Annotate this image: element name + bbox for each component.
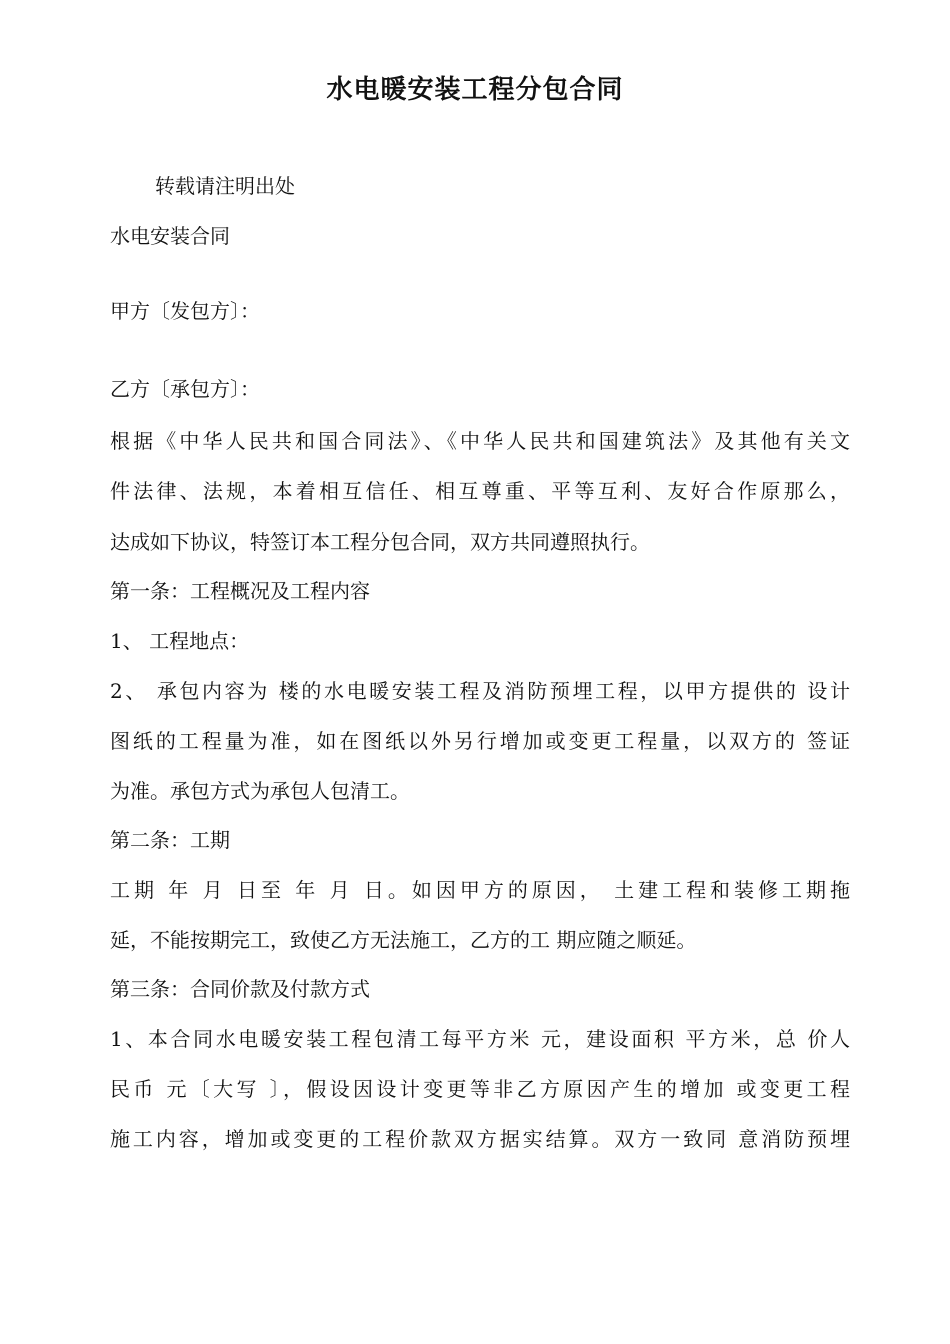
reprint-note: 转载请注明出处 bbox=[155, 174, 295, 198]
article-3-heading: 第三条：合同价款及付款方式 bbox=[110, 977, 370, 1001]
article-3-line-2: 民币 元〔大写 〕，假设因设计变更等非乙方原因产生的增加 或变更工程 bbox=[110, 1077, 850, 1101]
party-b-line: 乙方〔承包方〕： bbox=[110, 377, 260, 401]
article-3-line-3: 施工内容，增加或变更的工程价款双方据实结算。双方一致同 意消防预埋 bbox=[110, 1127, 850, 1151]
preamble-line-2: 件法律、法规，本着相互信任、相互尊重、平等互利、友好合作原那么， bbox=[110, 479, 850, 503]
article-2-line-2: 延，不能按期完工，致使乙方无法施工，乙方的工 期应随之顺延。 bbox=[110, 928, 697, 952]
article-2-line-1: 工期 年 月 日至 年 月 日。如因甲方的原因， 土建工程和装修工期拖 bbox=[110, 878, 850, 902]
article-1-item-1: 1、 工程地点： bbox=[110, 629, 250, 653]
party-a-line: 甲方〔发包方〕： bbox=[110, 299, 260, 323]
article-1-heading: 第一条：工程概况及工程内容 bbox=[110, 579, 370, 603]
article-3-line-1: 1、本合同水电暖安装工程包清工每平方米 元，建设面积 平方米，总 价人 bbox=[110, 1027, 850, 1051]
article-1-item-2-line-1: 2、 承包内容为 楼的水电暖安装工程及消防预埋工程，以甲方提供的 设计 bbox=[110, 679, 850, 703]
contract-subtitle: 水电安装合同 bbox=[110, 224, 230, 248]
article-1-item-2-line-3: 为准。承包方式为承包人包清工。 bbox=[110, 779, 410, 803]
document-title: 水电暖安装工程分包合同 bbox=[326, 75, 624, 105]
preamble-line-1: 根据《中华人民共和国合同法》、《中华人民共和国建筑法》及其他有关文 bbox=[110, 429, 850, 453]
article-2-heading: 第二条：工期 bbox=[110, 828, 230, 852]
preamble-line-3: 达成如下协议，特签订本工程分包合同，双方共同遵照执行。 bbox=[110, 530, 650, 554]
article-1-item-2-line-2: 图纸的工程量为准，如在图纸以外另行增加或变更工程量，以双方的 签证 bbox=[110, 729, 850, 753]
